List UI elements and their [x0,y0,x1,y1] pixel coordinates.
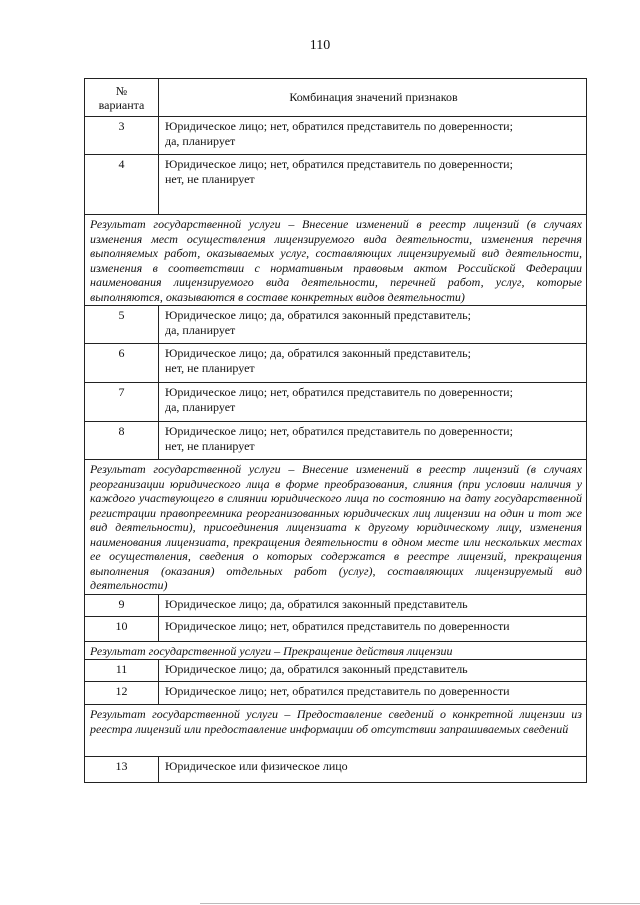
row-text: Юридическое лицо; нет, обратился представитель по доверенности [159,682,587,705]
row-text: Юридическое лицо; да, обратился законный представитель [159,594,587,616]
result-text: Результат государственной услуги – Внесение изменений в реестр лицензий (в случаях изменения мест осуществления лицензируемого вида деятельности, изменения перечня выполняемых работ, оказываемых услуг, составляющих лицензируемый вид деятельности, изменения в соответствии с нормативным правовым актом Российской Федерации наименования лицензируемого вида деятельности, перечней работ, услуг, которые выполняются, оказываются в составе конкретных видов деятельности) [85,215,587,306]
row-text-line1: Юридическое лицо; да, обратился законный представитель; [165,346,471,360]
row-text-line1: Юридическое лицо; да, обратился законный представитель; [165,308,471,322]
variants-table [84,78,587,783]
row-number: 10 [85,616,159,641]
table-row [85,682,587,705]
table-row [85,306,587,344]
row-number: 8 [85,422,159,460]
result-row [85,460,587,595]
table-row [85,594,587,616]
row-text-line2: нет, не планирует [165,360,255,375]
header-col1-line2: варианта [98,98,145,112]
row-number: 13 [85,757,159,783]
result-text: Результат государственной услуги – Прекращение действия лицензии [85,641,587,660]
header-combination: Комбинация значений признаков [159,79,587,117]
row-text [159,383,587,422]
row-text [159,117,587,155]
row-text-line1: Юридическое лицо; нет, обратился представитель по доверенности; [165,157,513,171]
row-text-line1: Юридическое лицо; нет, обратился представитель по доверенности; [165,424,513,438]
row-number: 9 [85,594,159,616]
row-number: 4 [85,155,159,215]
scan-edge-line [200,903,640,904]
page-number: 110 [309,38,331,53]
table-row [85,117,587,155]
table-row [85,344,587,383]
table-row [85,616,587,641]
result-row [85,705,587,757]
row-text [159,306,587,344]
table-row [85,383,587,422]
row-text: Юридическое лицо; нет, обратился представитель по доверенности [159,616,587,641]
row-number: 5 [85,306,159,344]
row-number: 6 [85,344,159,383]
header-variant-number [85,79,159,117]
row-text: Юридическое лицо; да, обратился законный представитель [159,660,587,682]
table-header-row [85,79,587,117]
row-number: 11 [85,660,159,682]
result-text: Результат государственной услуги – Предоставление сведений о конкретной лицензии из реестра лицензий или предоставление информации об отсутствии запрашиваемых сведений [85,705,587,757]
row-text [159,422,587,460]
row-text [159,344,587,383]
row-text-line2: нет, не планирует [165,438,255,453]
row-text: Юридическое или физическое лицо [159,757,587,783]
table-row [85,757,587,783]
row-text-line2: да, планирует [165,399,236,414]
row-number: 3 [85,117,159,155]
row-number: 7 [85,383,159,422]
table-row [85,155,587,215]
row-text-line2: нет, не планирует [165,171,255,186]
table-row [85,422,587,460]
row-text [159,155,587,215]
row-text-line1: Юридическое лицо; нет, обратился представитель по доверенности; [165,385,513,399]
result-row [85,641,587,660]
table-row [85,660,587,682]
row-text-line1: Юридическое лицо; нет, обратился представитель по доверенности; [165,119,513,133]
result-text: Результат государственной услуги – Внесение изменений в реестр лицензий (в случаях реорганизации юридического лица в форме преобразования, слияния (при условии наличия у каждого участвующего в слиянии юридического лица по состоянию на дату государственной регистрации правопреемника реорганизованных юридических лиц лицензии на один и тот же вид деятельности), присоединения лицензиата к другому юридическому лицу, изменения наименования лицензиата, прекращения деятельности в одном месте или нескольких местах ее осуществления, сведения о которых содержатся в реестре лицензий, прекращения выполнения (оказания) отдельных работ (услуг), составляющих лицензируемый вид деятельности) [85,460,587,595]
row-number: 12 [85,682,159,705]
row-text-line2: да, планирует [165,133,236,148]
header-col1-line1: № [115,83,128,98]
row-text-line2: да, планирует [165,322,236,337]
result-row [85,215,587,306]
